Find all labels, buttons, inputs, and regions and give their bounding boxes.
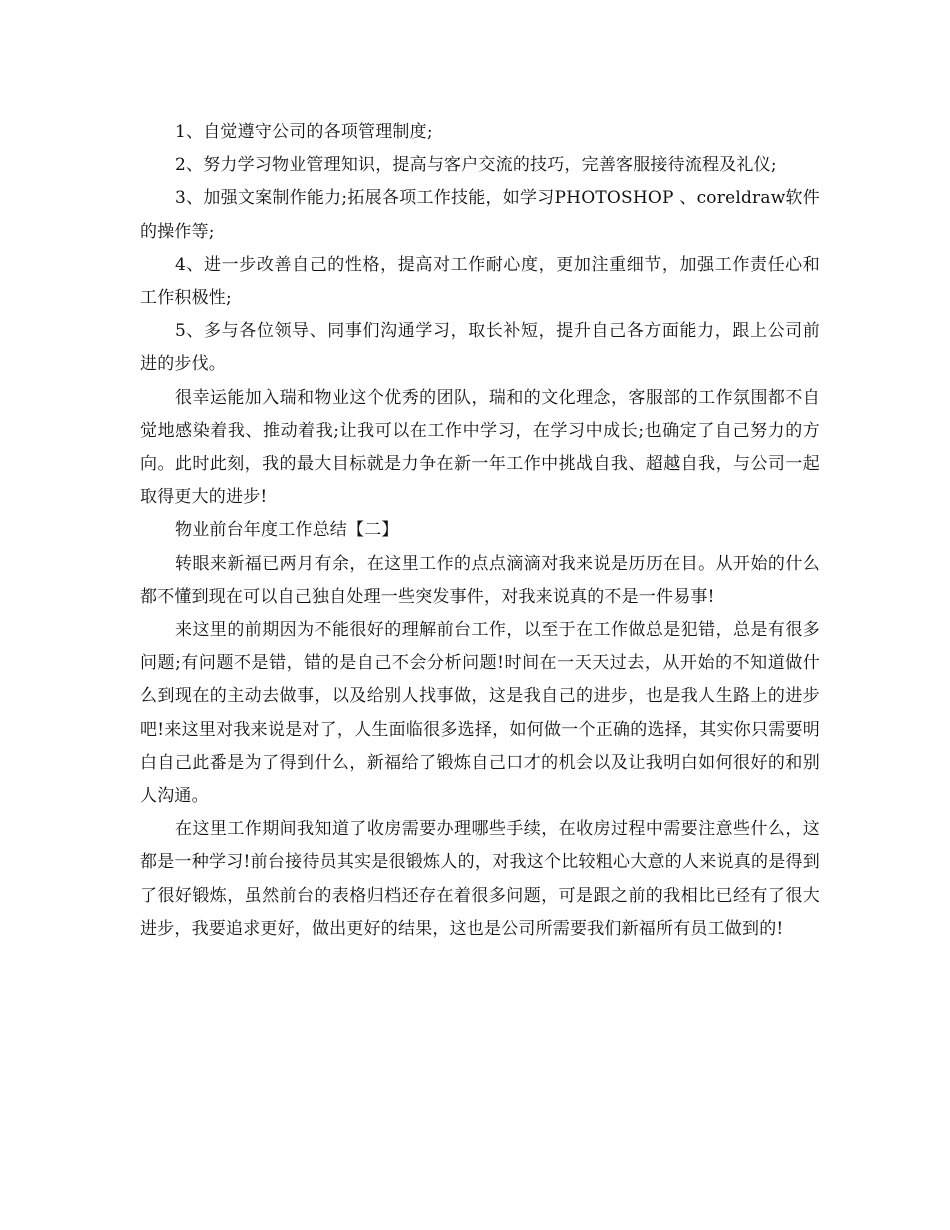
section-heading: 物业前台年度工作总结【二】 [175,520,399,541]
body-paragraph: 转眼来新福已两月有余，在这里工作的点点滴滴对我来说是历历在目。从开始的什么都不懂到现在可以自己独自处理一些突发事件，对我来说真的不是一件易事! [140,553,820,607]
list-item-5: 5、多与各位领导、同事们沟通学习，取长补短，提升自己各方面能力，跟上公司前进的步伐。 [140,321,820,375]
list-item-2: 2、努力学习物业管理知识，提高与客户交流的技巧，完善客服接待流程及礼仪; [175,155,777,176]
body-paragraph: 来这里的前期因为不能很好的理解前台工作，以至于在工作做总是犯错，总是有很多问题;有问题不是错，错的是自己不会分析问题!时间在一天天过去，从开始的不知道做什么到现在的主动去做事，以及给别人找事做，这是我自己的进步，也是我人生路上的进步吧!来这里对我来说是对了，人生面临很多选择，如何做一个正确的选择，其实你只需要明白自己此番是为了得到什么，新福给了锻炼自己口才的机会以及让我明白如何很好的和别人沟通。 [140,620,820,807]
body-paragraph: 在这里工作期间我知道了收房需要办理哪些手续，在收房过程中需要注意些什么，这都是一种学习!前台接待员其实是很锻炼人的，对我这个比较粗心大意的人来说真的是得到了很好锻炼，虽然前台的表格归档还存在着很多问题，可是跟之前的我相比已经有了很大进步，我要追求更好，做出更好的结果，这也是公司所需要我们新福所有员工做到的! [140,819,820,939]
document-body [140,116,820,946]
list-item-4: 4、进一步改善自己的性格，提高对工作耐心度，更加注重细节，加强工作责任心和工作积极性; [140,254,820,309]
list-item-3: 3、加强文案制作能力;拓展各项工作技能，如学习PHOTOSHOP 、coreldraw软件的操作等; [140,188,820,242]
closing-paragraph: 很幸运能加入瑞和物业这个优秀的团队，瑞和的文化理念，客服部的工作氛围都不自觉地感染着我、推动着我;让我可以在工作中学习，在学习中成长;也确定了自己努力的方向。此时此刻，我的最大目标就是力争在新一年工作中挑战自我、超越自我，与公司一起取得更大的进步! [140,387,820,508]
list-item-1: 1、自觉遵守公司的各项管理制度; [175,122,433,142]
